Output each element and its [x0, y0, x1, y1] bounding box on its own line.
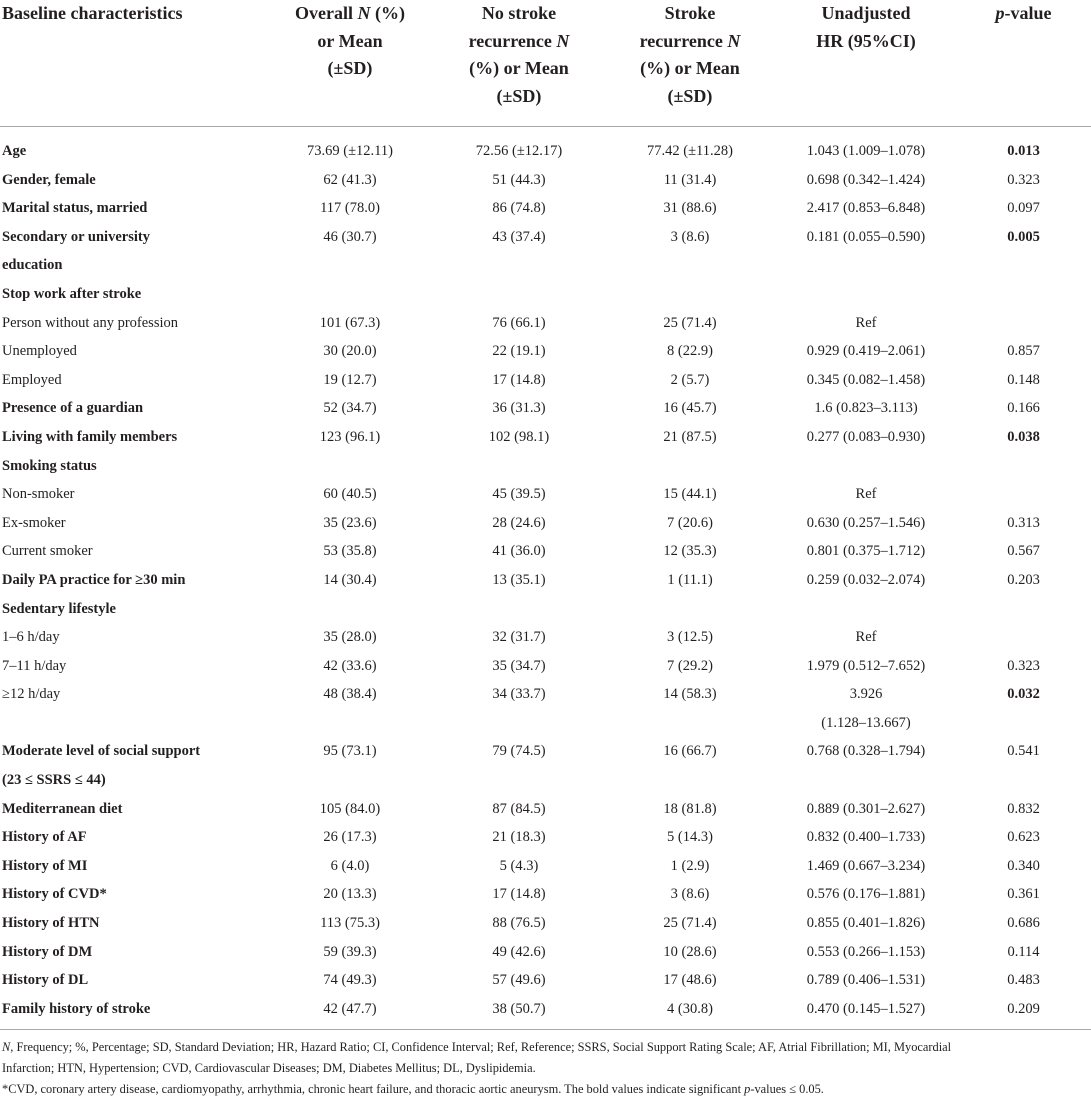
- row-label: Marital status, married: [2, 200, 148, 217]
- cell-overall: 46 (30.7): [323, 228, 377, 245]
- cell-p-value: [956, 766, 1091, 795]
- cell-recurrence: 5 (14.3): [667, 829, 713, 846]
- row-label: History of HTN: [2, 915, 100, 932]
- cell-unadjusted-hr: 0.789 (0.406–1.531): [806, 972, 926, 989]
- row-label: History of AF: [2, 829, 87, 846]
- cell-recurrence: 31 (88.6): [663, 200, 717, 217]
- cell-recurrence: 17 (48.6): [663, 972, 717, 989]
- table-row: [0, 880, 1091, 909]
- table-header: [0, 0, 1091, 137]
- cell-p-value: 0.323: [1007, 171, 1040, 188]
- table-row: [0, 652, 1091, 681]
- table-footnotes: [0, 1029, 1091, 1100]
- row-label: Mediterranean diet: [2, 800, 123, 817]
- cell-overall: 19 (12.7): [323, 371, 377, 388]
- cell-no-recurrence: 49 (42.6): [492, 943, 546, 960]
- cell-p-value: [956, 480, 1091, 509]
- cell-p-value: 0.567: [1007, 543, 1040, 560]
- cell-overall: 20 (13.3): [323, 886, 377, 903]
- cell-recurrence: 21 (87.5): [663, 428, 717, 445]
- cell-no-recurrence: 34 (33.7): [492, 686, 546, 703]
- table-row: [0, 852, 1091, 881]
- cell-overall: 42 (33.6): [323, 657, 377, 674]
- row-label: Employed: [2, 371, 62, 388]
- row-label: Moderate level of social support: [2, 743, 201, 760]
- cell-recurrence: 1 (2.9): [670, 857, 710, 874]
- row-label: Daily PA practice for ≥30 min: [2, 571, 186, 588]
- cell-overall: [266, 766, 434, 795]
- cell-no-recurrence: 35 (34.7): [492, 657, 546, 674]
- cell-no-recurrence: 17 (14.8): [492, 886, 546, 903]
- cell-no-recurrence: 5 (4.3): [499, 857, 539, 874]
- cell-recurrence: 77.42 (±11.28): [647, 143, 733, 159]
- cell-p-value: 0.032: [1007, 686, 1040, 703]
- cell-unadjusted-hr: 2.417 (0.853–6.848): [806, 200, 926, 217]
- cell-no-recurrence: 43 (37.4): [492, 228, 546, 245]
- cell-recurrence: 4 (30.8): [667, 1000, 713, 1017]
- table-row: [0, 251, 1091, 280]
- cell-unadjusted-hr: Ref: [855, 314, 877, 331]
- cell-no-recurrence: 45 (39.5): [492, 486, 546, 503]
- cell-overall: 52 (34.7): [323, 400, 377, 417]
- table-row: [0, 595, 1091, 624]
- cell-recurrence: 12 (35.3): [663, 543, 717, 560]
- cell-overall: [266, 452, 434, 481]
- cell-recurrence: 11 (31.4): [663, 171, 717, 188]
- cell-unadjusted-hr: 3.926: [849, 686, 883, 703]
- table-body: [0, 137, 1091, 1034]
- cell-p-value: 0.005: [1007, 228, 1040, 245]
- cell-overall: [266, 709, 434, 738]
- table-row: [0, 966, 1091, 995]
- cell-no-recurrence: 76 (66.1): [492, 314, 546, 331]
- cell-unadjusted-hr: 0.345 (0.082–1.458): [806, 371, 926, 388]
- table-row: [0, 309, 1091, 338]
- row-label: History of DM: [2, 943, 93, 960]
- table-row: [0, 223, 1091, 252]
- cell-p-value: [956, 709, 1091, 738]
- cell-no-recurrence: 21 (18.3): [492, 829, 546, 846]
- cell-overall: 6 (4.0): [330, 857, 370, 874]
- table-row: [0, 394, 1091, 423]
- table-row: [0, 709, 1091, 738]
- cell-recurrence: [604, 251, 776, 280]
- cell-no-recurrence: 102 (98.1): [488, 428, 550, 445]
- row-label: Stop work after stroke: [2, 285, 142, 302]
- cell-p-value: 0.097: [1007, 200, 1040, 217]
- cell-overall: 101 (67.3): [319, 314, 381, 331]
- row-label: History of MI: [2, 857, 88, 874]
- cell-p-value: [956, 452, 1091, 481]
- cell-unadjusted-hr: 0.698 (0.342–1.424): [806, 171, 926, 188]
- cell-no-recurrence: 36 (31.3): [492, 400, 546, 417]
- cell-p-value: [956, 251, 1091, 280]
- cell-recurrence: 15 (44.1): [663, 486, 717, 503]
- row-label: education: [2, 257, 63, 274]
- cell-p-value: 0.166: [1007, 400, 1040, 417]
- cell-p-value: 0.483: [1007, 972, 1040, 989]
- table-row: [0, 280, 1091, 309]
- table-row: [0, 166, 1091, 195]
- cell-recurrence: 2 (5.7): [670, 371, 710, 388]
- cell-unadjusted-hr: 1.043 (1.009–1.078): [806, 143, 926, 159]
- row-label: Family history of stroke: [2, 1000, 151, 1017]
- cell-overall: 35 (28.0): [323, 629, 377, 646]
- cell-recurrence: [604, 452, 776, 481]
- table-row: [0, 480, 1091, 509]
- header-baseline-characteristics: Baseline characteristics: [0, 0, 266, 127]
- table-row: [0, 909, 1091, 938]
- header-overall: Overall N (%) or Mean (±SD): [266, 0, 434, 127]
- cell-unadjusted-hr: [776, 595, 956, 624]
- cell-p-value: 0.857: [1007, 343, 1040, 360]
- cell-overall: [266, 280, 434, 309]
- cell-unadjusted-hr: 0.259 (0.032–2.074): [806, 571, 926, 588]
- cell-no-recurrence: 87 (84.5): [492, 800, 546, 817]
- row-label: 7–11 h/day: [2, 657, 67, 674]
- row-label: Presence of a guardian: [2, 400, 144, 417]
- table-row: [0, 194, 1091, 223]
- row-label: Secondary or university: [2, 228, 150, 245]
- cell-recurrence: [604, 766, 776, 795]
- table-row: [0, 566, 1091, 595]
- row-label: Smoking status: [2, 457, 97, 474]
- cell-no-recurrence: 79 (74.5): [492, 743, 546, 760]
- header-p-value: p-value: [956, 0, 1091, 127]
- table-row: [0, 337, 1091, 366]
- cell-overall: 26 (17.3): [323, 829, 377, 846]
- cell-no-recurrence: 41 (36.0): [492, 543, 546, 560]
- cell-overall: 30 (20.0): [323, 343, 377, 360]
- cell-no-recurrence: 13 (35.1): [492, 571, 546, 588]
- cell-p-value: [956, 623, 1091, 652]
- cvd-footnote: *CVD, coronary artery disease, cardiomyopathy, arrhythmia, chronic heart failure, and thoracic aortic aneurysm. The bold values indicate significant p-values ≤ 0.05.: [2, 1082, 824, 1096]
- cell-unadjusted-hr: 0.801 (0.375–1.712): [806, 543, 926, 560]
- row-label: Gender, female: [2, 171, 96, 188]
- cell-p-value: 0.686: [1007, 915, 1040, 932]
- table-row: [0, 137, 1091, 166]
- cell-unadjusted-hr: Ref: [855, 486, 877, 503]
- cell-unadjusted-hr: [776, 766, 956, 795]
- cell-unadjusted-hr: 0.470 (0.145–1.527): [806, 1000, 926, 1017]
- cell-p-value: 0.541: [1007, 743, 1040, 760]
- cell-no-recurrence: 22 (19.1): [492, 343, 546, 360]
- cell-no-recurrence: [434, 251, 604, 280]
- table-row: [0, 823, 1091, 852]
- cell-p-value: 0.203: [1007, 571, 1040, 588]
- cell-overall: 59 (39.3): [323, 943, 377, 960]
- cell-no-recurrence: 57 (49.6): [492, 972, 546, 989]
- row-label: Sedentary lifestyle: [2, 600, 116, 617]
- cell-no-recurrence: [434, 709, 604, 738]
- cell-no-recurrence: 38 (50.7): [492, 1000, 546, 1017]
- abbreviation-footnote: N, Frequency; %, Percentage; SD, Standard Deviation; HR, Hazard Ratio; CI, Confidence Interval; Ref, Reference; SSRS, Social Support Rating Scale; AF, Atrial Fibrillation; MI, Myocardial Infarction; HTN, Hypertension; CVD, Cardiovascular Diseases; DM, Diabetes Mellitus; DL, Dyslipidemia.: [2, 1040, 952, 1075]
- cell-unadjusted-hr: [776, 251, 956, 280]
- cell-overall: [266, 251, 434, 280]
- cell-unadjusted-hr: 1.6 (0.823–3.113): [814, 400, 918, 417]
- cell-unadjusted-hr: 0.832 (0.400–1.733): [806, 829, 926, 846]
- table-row: [0, 938, 1091, 967]
- cell-no-recurrence: 86 (74.8): [492, 200, 546, 217]
- cell-p-value: 0.361: [1007, 886, 1040, 903]
- cell-overall: 123 (96.1): [319, 428, 381, 445]
- cell-p-value: 0.623: [1007, 829, 1040, 846]
- cell-recurrence: 3 (12.5): [667, 629, 713, 646]
- cell-no-recurrence: 17 (14.8): [492, 371, 546, 388]
- row-label: (23 ≤ SSRS ≤ 44): [2, 772, 106, 789]
- cell-recurrence: 14 (58.3): [663, 686, 717, 703]
- cell-recurrence: [604, 280, 776, 309]
- cell-unadjusted-hr: 0.553 (0.266–1.153): [806, 943, 926, 960]
- row-label: Unemployed: [2, 343, 77, 360]
- cell-overall: 105 (84.0): [319, 800, 381, 817]
- cell-overall: 113 (75.3): [320, 915, 380, 932]
- row-label: Current smoker: [2, 543, 93, 560]
- cell-unadjusted-hr: 0.630 (0.257–1.546): [806, 514, 926, 531]
- row-label: 1–6 h/day: [2, 629, 60, 646]
- cell-overall: 62 (41.3): [323, 171, 377, 188]
- cell-p-value: 0.209: [1007, 1000, 1040, 1017]
- cell-unadjusted-hr: Ref: [855, 629, 877, 646]
- cell-unadjusted-hr: 0.181 (0.055–0.590): [806, 228, 926, 245]
- cell-p-value: 0.148: [1007, 371, 1040, 388]
- cell-unadjusted-hr: 0.768 (0.328–1.794): [806, 743, 926, 760]
- cell-recurrence: [604, 709, 776, 738]
- cell-p-value: 0.832: [1007, 800, 1040, 817]
- cell-recurrence: 25 (71.4): [663, 314, 717, 331]
- cell-unadjusted-hr: [776, 280, 956, 309]
- table-row: [0, 537, 1091, 566]
- cell-unadjusted-hr: (1.128–13.667): [821, 714, 911, 731]
- cell-p-value: [956, 309, 1091, 338]
- cell-recurrence: 3 (8.6): [670, 886, 710, 903]
- cell-no-recurrence: 28 (24.6): [492, 514, 546, 531]
- row-label: [0, 709, 266, 738]
- cell-overall: [266, 595, 434, 624]
- cell-unadjusted-hr: 0.576 (0.176–1.881): [806, 886, 926, 903]
- cell-overall: 117 (78.0): [320, 200, 380, 217]
- cell-recurrence: 10 (28.6): [663, 943, 717, 960]
- cell-recurrence: 7 (20.6): [667, 514, 713, 531]
- table-row: [0, 766, 1091, 795]
- cell-unadjusted-hr: 1.979 (0.512–7.652): [806, 657, 926, 674]
- cell-recurrence: 1 (11.1): [667, 571, 713, 588]
- table-row: [0, 623, 1091, 652]
- cell-p-value: [956, 280, 1091, 309]
- cell-recurrence: 25 (71.4): [663, 915, 717, 932]
- cell-unadjusted-hr: 0.889 (0.301–2.627): [806, 800, 926, 817]
- cell-overall: 48 (38.4): [323, 686, 377, 703]
- cell-recurrence: 7 (29.2): [667, 657, 713, 674]
- cell-no-recurrence: [434, 766, 604, 795]
- cell-overall: 42 (47.7): [323, 1000, 377, 1017]
- cell-overall: 74 (49.3): [323, 972, 377, 989]
- cell-overall: 53 (35.8): [323, 543, 377, 560]
- table-row: [0, 795, 1091, 824]
- header-stroke-recurrence: Stroke recurrence N (%) or Mean (±SD): [604, 0, 776, 127]
- header-unadjusted-hr: Unadjusted HR (95%CI): [776, 0, 956, 127]
- cell-overall: 14 (30.4): [323, 571, 377, 588]
- table-row: [0, 366, 1091, 395]
- table-row: [0, 680, 1091, 709]
- cell-unadjusted-hr: 0.277 (0.083–0.930): [806, 428, 926, 445]
- cell-overall: 35 (23.6): [323, 514, 377, 531]
- row-label: Non-smoker: [2, 486, 75, 503]
- cell-p-value: 0.038: [1007, 428, 1040, 445]
- cell-no-recurrence: 51 (44.3): [492, 171, 546, 188]
- cell-unadjusted-hr: 1.469 (0.667–3.234): [806, 857, 926, 874]
- cell-unadjusted-hr: [776, 452, 956, 481]
- cell-p-value: [956, 595, 1091, 624]
- cell-overall: 95 (73.1): [323, 743, 377, 760]
- cell-recurrence: 18 (81.8): [663, 800, 717, 817]
- cell-no-recurrence: 88 (76.5): [492, 915, 546, 932]
- header-no-stroke-recurrence: No stroke recurrence N (%) or Mean (±SD): [434, 0, 604, 127]
- row-label: ≥12 h/day: [2, 686, 61, 703]
- cell-unadjusted-hr: 0.855 (0.401–1.826): [806, 915, 926, 932]
- cell-recurrence: 8 (22.9): [667, 343, 713, 360]
- table-row: [0, 452, 1091, 481]
- cell-no-recurrence: [434, 280, 604, 309]
- table-row: [0, 509, 1091, 538]
- cell-p-value: 0.340: [1007, 857, 1040, 874]
- row-label: Person without any profession: [2, 314, 178, 331]
- cell-recurrence: 16 (66.7): [663, 743, 717, 760]
- cell-p-value: 0.114: [1007, 943, 1040, 960]
- table-row: [0, 423, 1091, 452]
- cell-recurrence: [604, 595, 776, 624]
- cell-no-recurrence: 72.56 (±12.17): [475, 143, 563, 159]
- cell-overall: 60 (40.5): [323, 486, 377, 503]
- row-label: History of CVD*: [2, 886, 107, 903]
- cell-p-value: 0.323: [1007, 657, 1040, 674]
- row-label: Age: [2, 143, 27, 159]
- cell-no-recurrence: 32 (31.7): [492, 629, 546, 646]
- cell-no-recurrence: [434, 595, 604, 624]
- cell-p-value: 0.313: [1007, 514, 1040, 531]
- cell-recurrence: 3 (8.6): [670, 228, 710, 245]
- row-label: Living with family members: [2, 428, 178, 445]
- row-label: Ex-smoker: [2, 514, 66, 531]
- cell-p-value: 0.013: [1007, 143, 1040, 159]
- row-label: History of DL: [2, 972, 89, 989]
- cell-recurrence: 16 (45.7): [663, 400, 717, 417]
- table-row: [0, 737, 1091, 766]
- cell-overall: 73.69 (±12.11): [307, 143, 393, 159]
- cell-unadjusted-hr: 0.929 (0.419–2.061): [806, 343, 926, 360]
- cell-no-recurrence: [434, 452, 604, 481]
